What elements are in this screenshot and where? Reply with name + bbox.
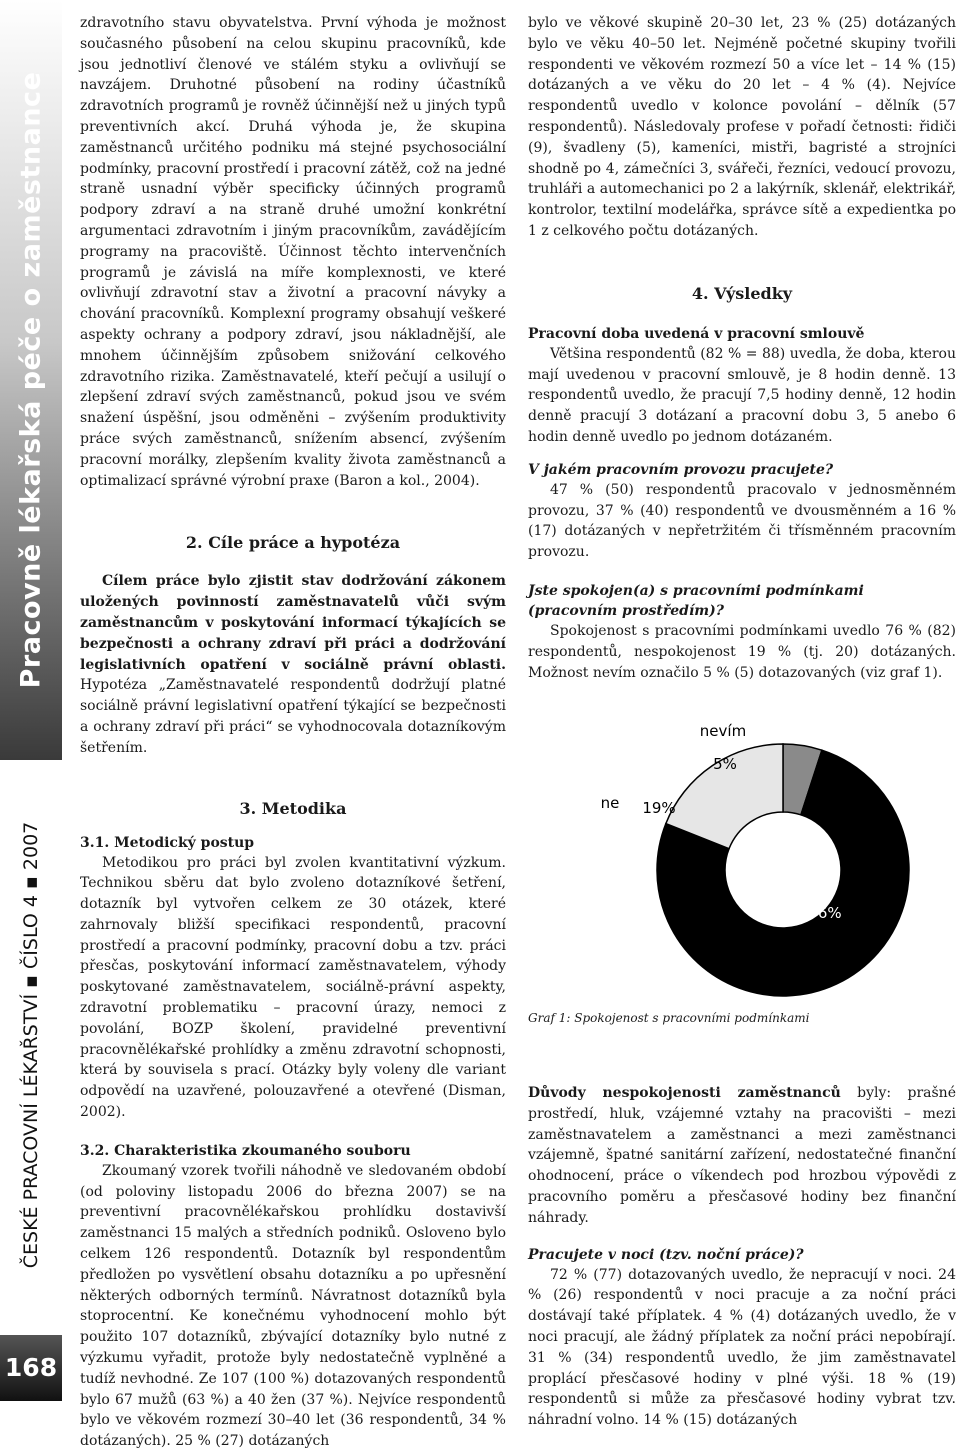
journal-sidebar <box>0 0 62 1401</box>
satisfaction-chart <box>528 710 956 1000</box>
satisfaction-paragraph: Spokojenost s pracovními podmínkami uvedlo 76 % (82) respondentů, nespokojenost 19 % (tj. 20) dotázaných. Možnost nevím označilo 5 % (5) dotazovaných (viz graf 1). <box>528 622 956 681</box>
demographics-paragraph: bylo ve věkové skupině 20–30 let, 23 % (25) dotázaných bylo ve věku 40–50 let. Nejméně početné skupiny tvořili respondenti ve věkovém rozmezí 50 a více let – 14 % (15) dotázaných a ve věku do 20 let – 4 % (4). Nejvíce respondentů uvedlo v kolonce povolání – dělník (57 respondentů). Následovaly profese v pořadí četnosti: řidiči (9), švadleny (5), kameníci, mistři, bagristé a strojníci shodně po 4, zámečníci 3, svářeči, řezníci, vedoucí provozu, truhláři a automechanici po 2 a lakýrník, sklenář, elektrikář, kontrolor, textilní modelářka, správce sítě a expedientka po 1 z celkového počtu dotázaných. <box>528 15 956 239</box>
subsection-3-1-heading: 3.1. Metodický postup <box>80 834 255 851</box>
sample-paragraph: Zkoumaný vzorek tvořili náhodně ve sledovaném období (od poloviny listopadu 2006 do března 2007) se na preventivní pracovnělékařskou prohlídku dostavivší zaměstnanci 15 malých a středních podniků. Osloveno bylo celkem 126 respondentů. Dotazník byl respondentům předložen po vysvětlení obsahu dotazníku a po upřesnění některých odborných termínů. Návratnost dotazníků byla stoprocentní. Ke konečnému vyhodnocení mohlo být použito 107 dotazníků, zbývající dotazníky bylo nutné z výzkumu vyřadit, protože byly nedostatečně vyplněné a tudíž nevhodné. Ze 107 (100 %) dotazovaných respondentů bylo 67 mužů (63 %) a 40 žen (37 %). Nejvíce respondentů bylo ve věkovém rozmezí 30–40 let (36 respondentů, 34 % dotázaných). 25 % (27) dotázaných <box>80 1162 506 1450</box>
section-2-heading: 2. Cíle práce a hypotéza <box>185 533 401 553</box>
reasons-paragraph <box>528 1083 956 1229</box>
section-3-heading: 3. Metodika <box>239 798 347 818</box>
reasons-bold-text: Důvody nespokojenosti zaměstnanců <box>528 1085 841 1101</box>
subsection-3-2-heading: 3.2. Charakteristika zkoumaného souboru <box>80 1142 411 1159</box>
night-work-question: Pracujete v noci (tzv. noční práce)? <box>528 1246 804 1263</box>
chart-label-ano: ano <box>857 907 885 925</box>
section-4-heading: 4. Výsledky <box>691 283 793 303</box>
satisfaction-donut-chart <box>528 710 956 1000</box>
chart-value-nevim: 5% <box>713 755 737 773</box>
journal-title: Pracovně lékařská péče o zaměstnance <box>15 71 47 689</box>
chart-caption: Graf 1: Spokojenost s pracovními podmínkami <box>528 1011 810 1025</box>
right-column-lower <box>528 1083 956 1431</box>
journal-title-band <box>0 0 62 760</box>
left-column <box>80 13 506 1452</box>
intro-paragraph: zdravotního stavu obyvatelstva. První výhoda je možnost současného působení na celou skupinu pracovníků, kde jsou jednotliví členové ve stálém styku a ovlivňují se navzájem. Druhotné působení na rodiny účastníků zdravotních programů je rovněž účinnější než u jiných typů preventivních akcí. Druhá výhoda je, že skupina zaměstnanců určitého podniku má stejné psychosociální podmínky, pracovní prostředí i pracovní zátěž, což na jedné straně usnadní výběr specificky účinných programů podpory zdraví a na straně druhé umožní konkrétní argumentaci zdravotním i jiným pracovníkům, zavádějícím programy na pracoviště. Účinnost těchto intervenčních programů je závislá na míře komplexnosti, ve které ovlivňují zdravotní stav a životní a pracovní návyky a chování pracovníků. Komplexní programy obsahují veškeré aspekty ochrany a podpory zdraví, jsou nákladnější, ale mnohem účinnějším způsobem snižování celkového zdravotního rizika. Zaměstnavatelé, kteří pečují a usilují o zlepšení zdraví svých zaměstnanců, pokud jsou ve svém snažení úspěšní, jsou odměněni – zvýšením produktivity práce svých zaměstnanců, snížením absencí, zvýšením pracovní morálky, zlepšením kvality života zaměstnanců a optimalizací správné výrobní praxe (Baron a kol., 2004). <box>80 15 506 489</box>
aims-paragraph <box>80 571 506 758</box>
reasons-text: byly: prašné prostředí, hluk, vzájemné vztahy na pracovišti – mezi zaměstnavatelem a zaměstnanci a mezi zaměstnanci vzájemně, špatné sanitární zařízení, nedostatečné finanční ohodnocení, práce o víkendech pod hrozbou výpovědi z pracovního poměru a přesčasové hodiny bez finanční náhrady. <box>528 1085 956 1226</box>
night-work-paragraph: 72 % (77) dotazovaných uvedlo, že nepracují v noci. 24 % (26) respondentů v noci pracuje a za noční práci dostávají také příplatek. 4 % (4) dotázaných uvedlo, že v noci pracují, ale žádný příplatek za noční práci nepobírají. 31 % (34) respondentů uvedlo, že jim zaměstnavatel proplácí přesčasové hodiny v plné výši. 18 % (19) respondentů si může za přesčasové hodiny vybrat tzv. náhradní volno. 14 % (15) dotázaných <box>528 1266 956 1429</box>
shift-paragraph: 47 % (50) respondentů pracovalo v jednosměnném provozu, 37 % (40) respondentů ve dvousměnném a 16 % (17) dotázaných v nepřetržitém či třísměnném pracovním provozu. <box>528 481 956 561</box>
right-column <box>528 13 956 683</box>
work-hours-heading: Pracovní doba uvedená v pracovní smlouvě <box>528 325 865 342</box>
chart-value-ne: 19% <box>642 799 676 817</box>
work-hours-paragraph: Většina respondentů (82 % = 88) uvedla, že doba, kterou mají uvedenou v pracovní smlouvě, je 8 hodin denně. 13 respondentů uvedlo, že pracují 7,5 hodiny denně, 12 hodin denně pracují 3 dotázaní a pracovní dobu 3, 5 anebo 6 hodin denně uvedlo po jednom dotázaném. <box>528 345 956 445</box>
chart-label-nevim: nevím <box>699 722 747 740</box>
aims-bold-text: Cílem práce bylo zjistit stav dodržování zákonem uložených povinností zaměstnavatelů vůči svým zaměstnancům v poskytování informací týkajících se bezpečnosti a ochrany zdraví při práci a dodržování legislativních opatření v sociálně právní oblasti. <box>80 573 506 673</box>
method-paragraph: Metodikou pro práci byl zvolen kvantitativní výzkum. Technikou sběru dat bylo zvoleno dotazníkové šetření, dotazník byl vytvořen celkem ze 30 otázek, které zahrnovaly bližší specifikaci respondentů, pracovní prostředí a pracovní podmínky, pracovní dobu a tzv. práci přesčas, poskytování informací zaměstnavatelem, výhody poskytované zaměstnavatelem, sociálně-právní aspekty, zdravotní problematiku – pracovní úrazy, nemoci z povolání, BOZP školení, pravidelné preventivní pracovnělékařské prohlídky a změnu zdravotní schopnosti, která by souvisela s prací. Otázky byly voleny dle variant odpovědí na uzavřené, polouzavřené a otevřené (Disman, 2002). <box>80 854 506 1121</box>
issue-band <box>0 760 62 1330</box>
page-number: 168 <box>4 1353 58 1382</box>
page-number-box <box>0 1335 62 1401</box>
aims-hypothesis-text: Hypotéza „Zaměstnavatelé respondentů dodržují platné sociálně právní legislativní opatření týkající se bezpečnosti a ochrany zdraví při práci“ se vyhodnocovala dotazníkovým šetřením. <box>80 677 506 756</box>
chart-value-ano: 76% <box>808 904 842 922</box>
chart-label-ne: ne <box>600 794 620 812</box>
satisfaction-question: Jste spokojen(a) s pracovními podmínkami (pracovním prostředím)? <box>528 582 864 619</box>
shift-question: V jakém pracovním provozu pracujete? <box>528 461 834 478</box>
issue-line: ČESKÉ PRACOVNÍ LÉKAŘSTVÍ ▪ ČÍSLO 4 ▪ 2007 <box>20 821 42 1269</box>
